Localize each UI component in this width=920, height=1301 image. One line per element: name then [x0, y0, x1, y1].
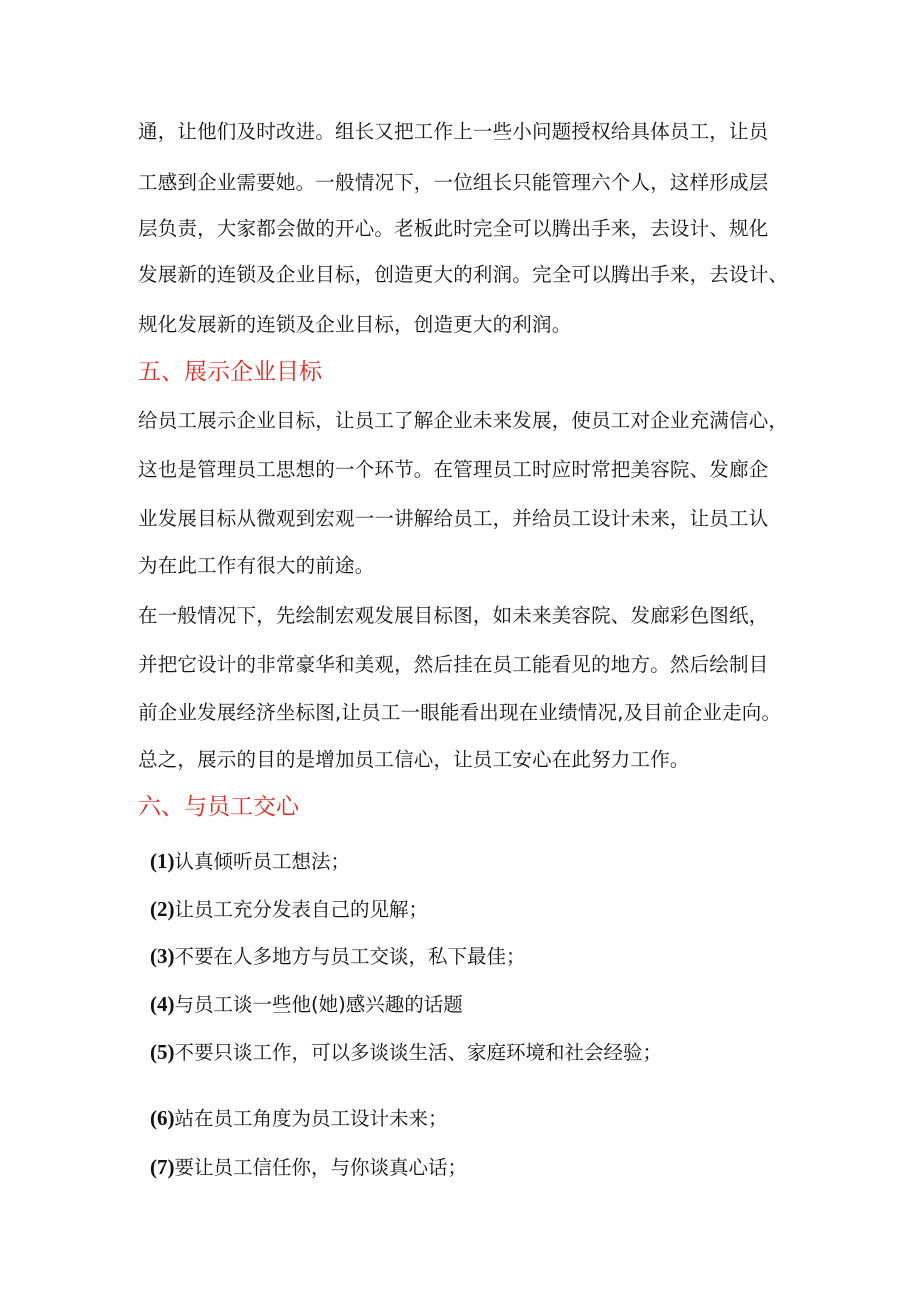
s6-item-5-number: (5): [150, 1040, 175, 1064]
intro-line-3: 层负责，大家都会做的开心。老板此时完全可以腾出手来，去设计、规化: [138, 217, 769, 240]
s6-item-4: [150, 991, 463, 1018]
intro-line-2: 工感到企业需要她。一般情况下，一位组长只能管理六个人，这样形成层: [138, 171, 769, 194]
s5-p2-line-2: 并把它设计的非常豪华和美观，然后挂在员工能看见的地方。然后绘制目: [138, 653, 769, 676]
intro-line-5: 规化发展新的连锁及企业目标，创造更大的利润。: [138, 313, 572, 336]
s6-item-5: [150, 1039, 662, 1066]
s5-p1-line-4: 为在此工作有很大的前途。: [138, 554, 375, 577]
s6-item-7: [150, 1154, 467, 1181]
section-5-heading: 五、展示企业目标: [138, 359, 322, 385]
s6-item-6: [150, 1105, 448, 1132]
s6-item-6-number: (6): [150, 1106, 175, 1130]
s6-item-6-text: 站在员工角度为员工设计未来；: [174, 1107, 448, 1130]
s6-item-4-text: 与员工谈一些他(她)感兴趣的话题: [174, 993, 463, 1016]
s6-item-3: [150, 943, 526, 970]
intro-line-1: 通，让他们及时改进。组长又把工作上一些小问题授权给具体员工，让员: [138, 120, 769, 143]
s5-p2-line-3: 前企业发展经济坐标图,让员工一眼能看出现在业绩情况,及目前企业走向。: [138, 701, 782, 724]
s6-item-3-text: 不要在人多地方与员工交谈，私下最佳；: [174, 945, 526, 968]
s5-p2-line-4: 总之，展示的目的是增加员工信心，让员工安心在此努力工作。: [138, 748, 690, 771]
s6-item-2-number: (2): [150, 897, 175, 921]
intro-line-4: 发展新的连锁及企业目标，创造更大的利润。完全可以腾出手来，去设计、: [138, 263, 789, 286]
s6-item-1: [150, 848, 350, 875]
s6-item-7-text: 要让员工信任你，与你谈真心话；: [174, 1156, 468, 1179]
s6-item-1-text: 认真倾听员工想法；: [174, 850, 351, 873]
s6-item-7-number: (7): [150, 1155, 175, 1179]
s6-item-1-number: (1): [150, 849, 175, 873]
s5-p2-line-1: 在一般情况下，先绘制宏观发展目标图，如未来美容院、发廊彩色图纸，: [138, 604, 769, 627]
s5-p1-line-2: 这也是管理员工思想的一个环节。在管理员工时应时常把美容院、发廊企: [138, 458, 769, 481]
s6-item-4-number: (4): [150, 992, 175, 1016]
s6-item-2: [150, 896, 428, 923]
s6-item-5-text: 不要只谈工作，可以多谈谈生活、家庭环境和社会经验；: [174, 1041, 663, 1064]
s6-item-2-text: 让员工充分发表自己的见解；: [174, 898, 429, 921]
section-6-heading: 六、与员工交心: [138, 794, 299, 820]
s6-item-3-number: (3): [150, 944, 175, 968]
s5-p1-line-3: 业发展目标从微观到宏观一一讲解给员工，并给员工设计未来，让员工认: [138, 507, 769, 530]
s5-p1-line-1: 给员工展示企业目标，让员工了解企业未来发展，使员工对企业充满信心，: [138, 409, 789, 432]
